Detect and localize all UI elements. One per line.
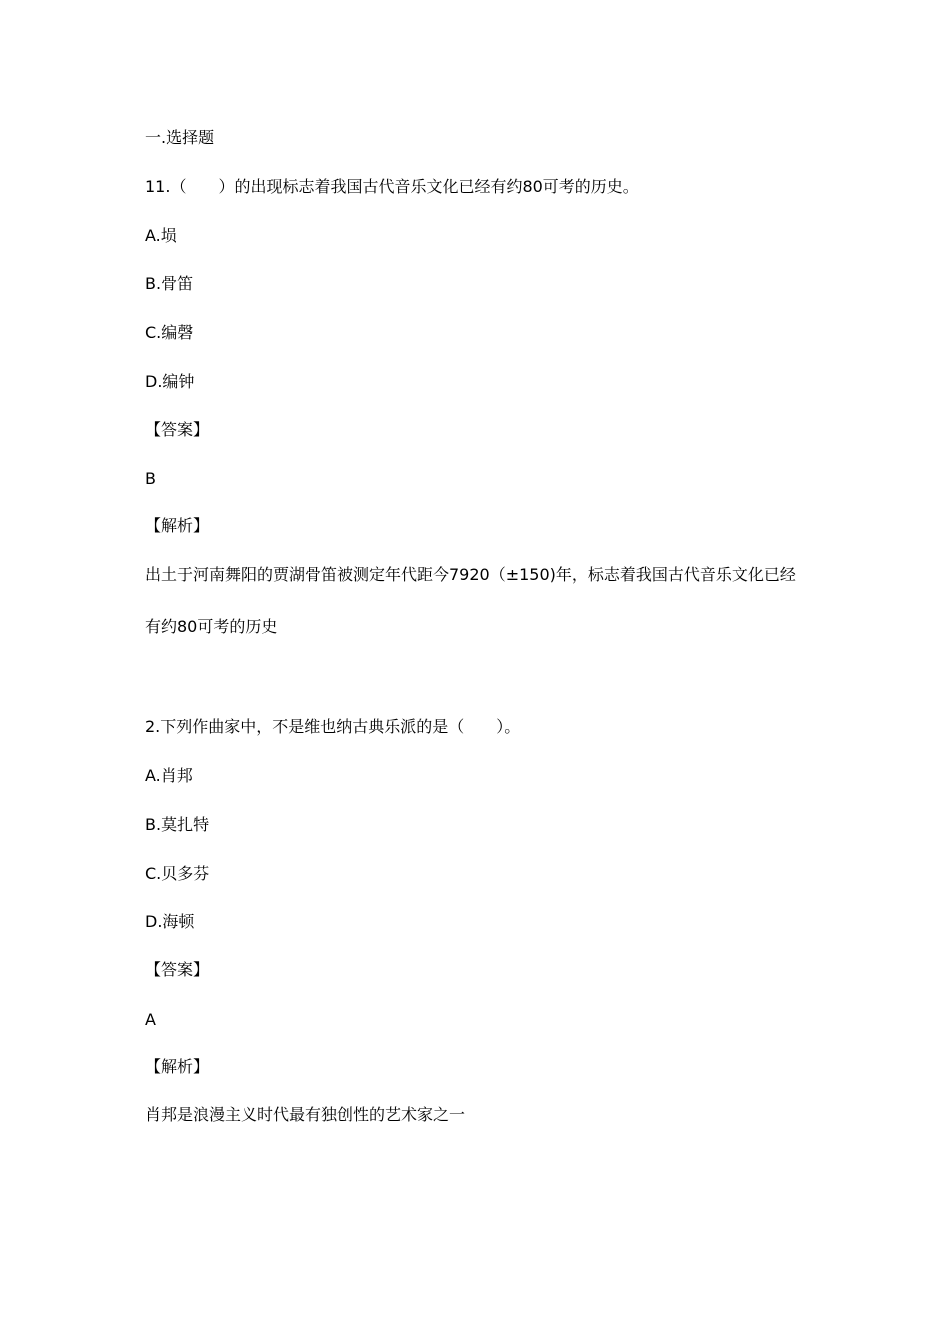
question-2-option-c: C.贝多芬	[145, 864, 210, 883]
question-2-analysis-heading: 【解析】	[145, 1057, 210, 1076]
question-1-analysis-line-2: 有约80可考的历史	[145, 617, 278, 636]
question-1-option-a: A.埙	[145, 226, 177, 245]
question-1-stem: 11.（ ）的出现标志着我国古代音乐文化已经有约80可考的历史。	[145, 177, 639, 196]
question-1-analysis-heading: 【解析】	[145, 516, 210, 535]
question-2-answer-heading: 【答案】	[145, 960, 210, 979]
question-1-answer: B	[145, 469, 156, 488]
question-2-option-d: D.海顿	[145, 912, 195, 931]
question-2-analysis-line-1: 肖邦是浪漫主义时代最有独创性的艺术家之一	[145, 1105, 466, 1124]
question-1-option-c: C.编磬	[145, 323, 194, 342]
question-2-option-b: B.莫扎特	[145, 815, 210, 834]
question-1-answer-heading: 【答案】	[145, 420, 210, 439]
question-2-answer: A	[145, 1010, 156, 1029]
question-2-option-a: A.肖邦	[145, 766, 193, 785]
question-2-stem: 2.下列作曲家中，不是维也纳古典乐派的是（ ）。	[145, 717, 521, 736]
question-1-option-d: D.编钟	[145, 372, 195, 391]
question-1-option-b: B.骨笛	[145, 274, 194, 293]
section-title: 一.选择题	[145, 128, 215, 147]
question-1-analysis-line-1: 出土于河南舞阳的贾湖骨笛被测定年代距今7920（±150)年，标志着我国古代音乐文化已经	[145, 565, 796, 584]
